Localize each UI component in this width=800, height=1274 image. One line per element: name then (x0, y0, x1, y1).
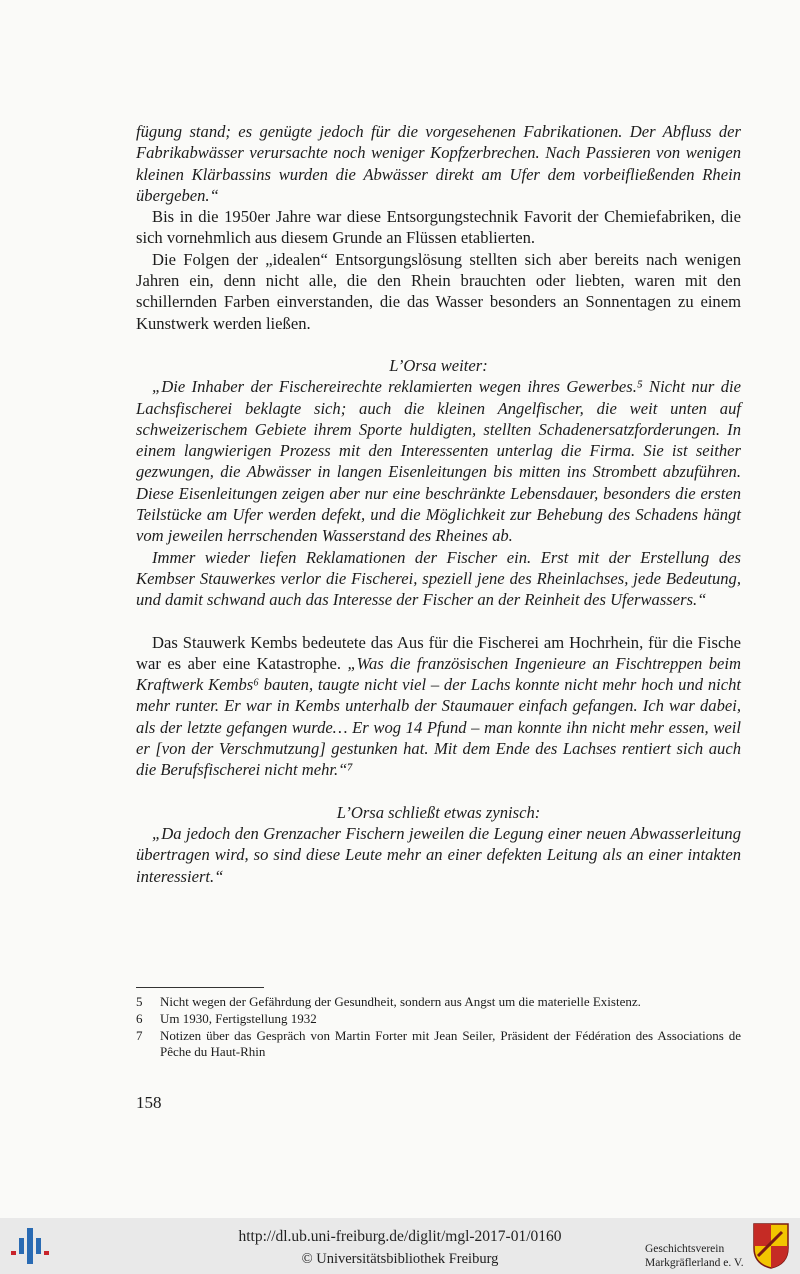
footnote (136, 1028, 741, 1062)
paragraph-gap (136, 781, 741, 802)
paragraph-quote-text: „Was die französischen Ingenieure an Fischtreppen beim Kraftwerk Kembs⁶ bauten, taugte nicht viel – der Lachs konnte nicht mehr hoch und nicht mehr runter. Er war in Kembs unterhalb der Staumauer einfach gefangen. Ich war dabei, als der letzte gefangen wurde… Er wog 14 Pfund – man konnte ihn nicht mehr essen, weil er [von der Verschmutzung] gestunken hat. Mit dem Ende des Lachses rentiert sich auch die Berufsfischerei nicht mehr.“⁷ (136, 653, 742, 780)
footnote-number: 6 (136, 1010, 143, 1026)
paragraph-plain-text: Das Stauwerk Kembs bedeutete das Aus für die Fischerei am Hochrhein, für die Fische war es aber eine Katastrophe. (136, 632, 741, 673)
footnote-text: Um 1930, Fertigstellung 1932 (160, 1010, 317, 1026)
footnote-rule (136, 987, 264, 988)
footnote (136, 994, 741, 1011)
coat-of-arms-icon (752, 1222, 790, 1270)
body-text (136, 121, 741, 887)
body-paragraph: fügung stand; es genügte jedoch für die vorgesehenen Fabrikationen. Der Abfluss der Fabrikabwässer verursachte noch weniger Kopfzerbrechen. Nach Passieren von wenigen kleinen Klärbassins wurden die Abwässer direkt am Ufer dem vorbeifließenden Rhein übergeben.“ (136, 122, 741, 205)
footnote-text: Nicht wegen der Gefährdung der Gesundheit, sondern aus Angst um die materielle Existenz. (160, 994, 641, 1009)
footnote-number: 7 (136, 1027, 143, 1043)
page-number: 158 (136, 1093, 162, 1112)
footnote-number: 5 (136, 994, 143, 1009)
section-heading: L’Orsa schließt etwas zynisch: (336, 802, 541, 822)
footnote-text: Notizen über das Gespräch von Martin Forter mit Jean Seiler, Präsident der Fédération des Associations de Pêche du Haut-Rhin (160, 1027, 741, 1060)
body-paragraph: „Da jedoch den Grenzacher Fischern jeweilen die Legung einer neuen Abwasserleitung übertragen wird, so sind diese Leute mehr an einer defekten Leitung als an einer intakten interessiert.“ (136, 823, 741, 886)
body-paragraph: Die Folgen der „idealen“ Entsorgungslösung stellten sich aber bereits nach wenigen Jahren ein, denn nicht alle, die den Rhein brauchten oder liebten, waren mit den schillernden Farben einverstanden, die das Wasser besonders an Sonnentagen zu einem Kunstwerk werden ließen. (136, 249, 741, 333)
body-paragraph: Immer wieder liefen Reklamationen der Fischer ein. Erst mit der Erstellung des Kembser Stauwerkes verlor die Fischerei, speziell jene des Rheinlachses, jede Bedeutung, und damit schwand auch das Interesse der Fischer an der Reinheit des Uferwassers.“ (136, 547, 741, 610)
paragraph-gap (136, 611, 741, 632)
body-paragraph: Bis in die 1950er Jahre war diese Entsorgungstechnik Favorit der Chemiefabriken, die sich vornehmlich aus diesem Grunde an Flüssen etablierten. (136, 207, 741, 248)
footer-copyright: © Universitätsbibliothek Freiburg (301, 1251, 499, 1267)
org-name-line1: Geschichtsverein (645, 1243, 725, 1255)
footer-url[interactable]: http://dl.ub.uni-freiburg.de/diglit/mgl-2017-01/0160 (238, 1228, 562, 1245)
section-heading: L’Orsa weiter: (389, 355, 488, 375)
org-name-line2: Markgräflerland e. V. (645, 1257, 744, 1269)
footnotes (136, 994, 741, 1061)
footer-organization (645, 1242, 744, 1270)
body-paragraph (136, 632, 741, 781)
paragraph-gap (136, 334, 741, 355)
body-paragraph: „Die Inhaber der Fischereirechte reklamierten wegen ihres Gewerbes.⁵ Nicht nur die Lachsfischerei beklagte sich; auch die kleinen Angelfischer, die weit unten auf schweizerischem Gebiete ihrem Sporte huldigten, stellten Schadenersatzforderungen. In einem langwierigen Prozess mit den Interessenten unterlag die Firma. Sie ist seither gezwungen, die Abwässer in langen Eisenleitungen bis mitten ins Strombett abzuführen. Diese Eisenleitungen zeigen aber nur eine beschränkte Lebensdauer, besonders die ersten Teilstücke am Ufer werden defekt, und die Möglichkeit zur Behebung des Schadens hängt vom jeweilen herrschenden Wasserstand des Rheines ab. (136, 377, 741, 546)
footnote (136, 1011, 741, 1028)
